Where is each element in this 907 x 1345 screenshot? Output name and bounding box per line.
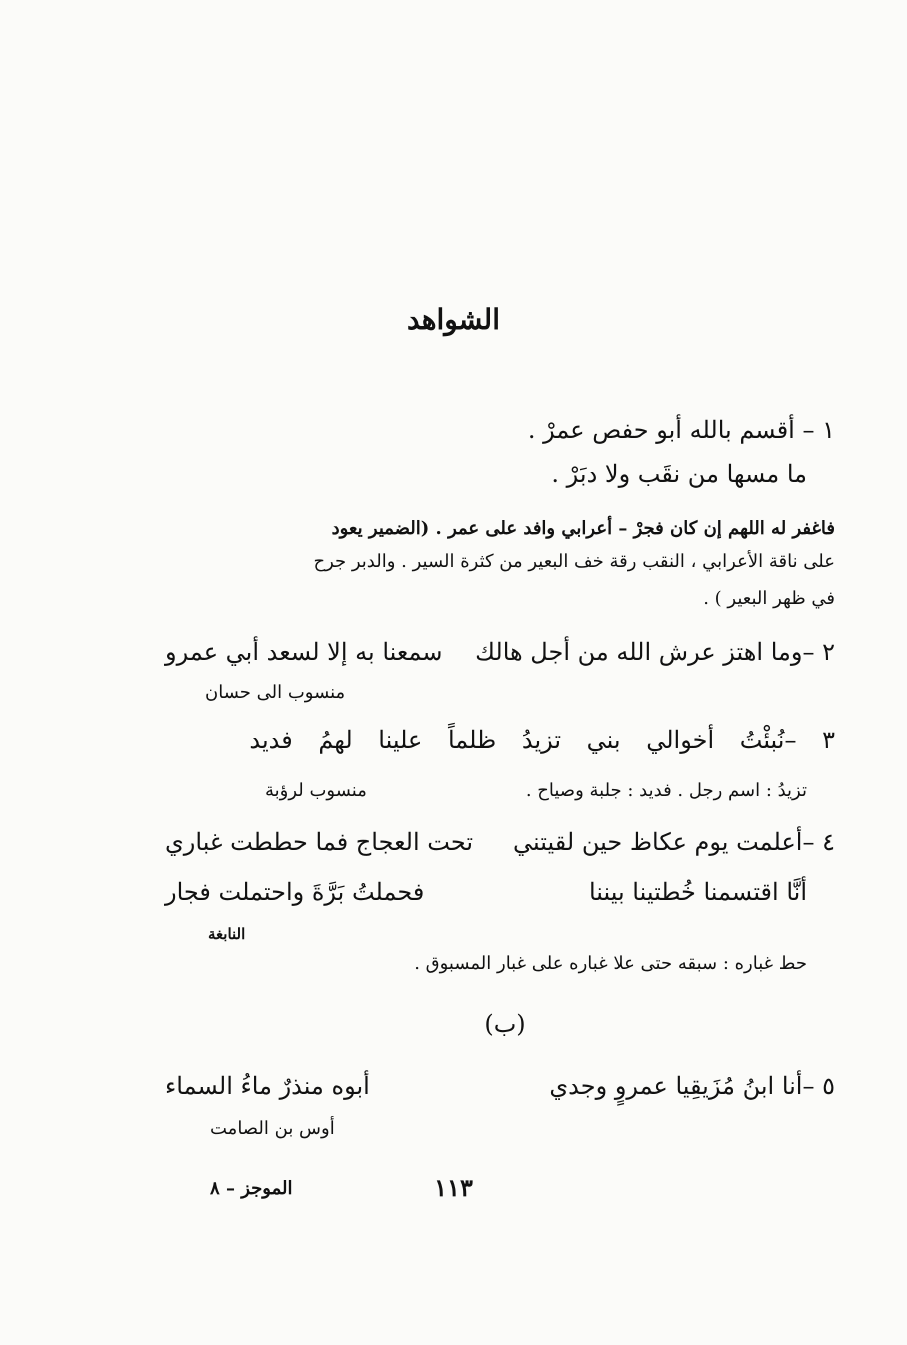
verse-2-hemistich-1: ٢ –وما اهتز عرش الله من أجل هالك	[475, 638, 835, 666]
verse-4-note: حط غباره : سبقه حتى علا غباره على غبار المسبوق .	[414, 953, 807, 974]
verse-1-note-2: على ناقة الأعرابي ، النقب رقة خف البعير من كثرة السير . والدبر جرح	[313, 551, 835, 572]
verse-5-hemistich-2: أبوه منذرٌ ماءُ السماء	[165, 1072, 370, 1100]
verse-4-hemistich-3: أنَّا اقتسمنا خُطتينا بيننا	[588, 878, 807, 906]
verse-4-hemistich-1: ٤ –أعلمت يوم عكاظ حين لقيتني	[513, 828, 835, 856]
verse-3-note: تزيدُ : اسم رجل . فديد : جلبة وصياح .	[525, 780, 807, 801]
verse-1-line-1: ١ – أقسم بالله أبو حفص عمرْ .	[527, 416, 835, 444]
section-heading: (ب)	[484, 1010, 526, 1038]
verse-4-hemistich-2: تحت العجاج فما حططت غباري	[165, 828, 474, 856]
verse-1-line-2: ما مسها من نقَب ولا دبَرْ .	[551, 460, 807, 488]
verse-1-note-3: في ظهر البعير ) .	[703, 588, 835, 609]
verse-5-attribution: أوس بن الصامت	[210, 1118, 335, 1139]
verse-2-hemistich-2: سمعنا به إلا لسعد أبي عمرو	[165, 638, 443, 666]
verse-3-attribution: منسوب لرؤبة	[265, 780, 367, 801]
verse-2-attribution: منسوب الى حسان	[205, 682, 346, 703]
verse-3: ٣ –نُبئْتُ أخوالي بني تزيدُ ظلماً علينا لهمُ فديد	[249, 726, 835, 754]
verse-4-hemistich-4: فحملتُ بَرَّةَ واحتملت فجار	[165, 878, 425, 906]
page-title: الشواهد	[407, 303, 500, 336]
page-number: ١١٣	[434, 1173, 473, 1202]
verse-4-attribution: النابغة	[208, 925, 246, 943]
verse-5-hemistich-1: ٥ –أنا ابنُ مُزَيقِيا عمروٍ وجدي	[549, 1072, 835, 1100]
verse-1-note-1: فاغفر له اللهم إن كان فجرْ – أعرابي وافد على عمر . (الضمير يعود	[331, 518, 835, 539]
signature-mark: الموجز – ٨	[210, 1178, 293, 1199]
